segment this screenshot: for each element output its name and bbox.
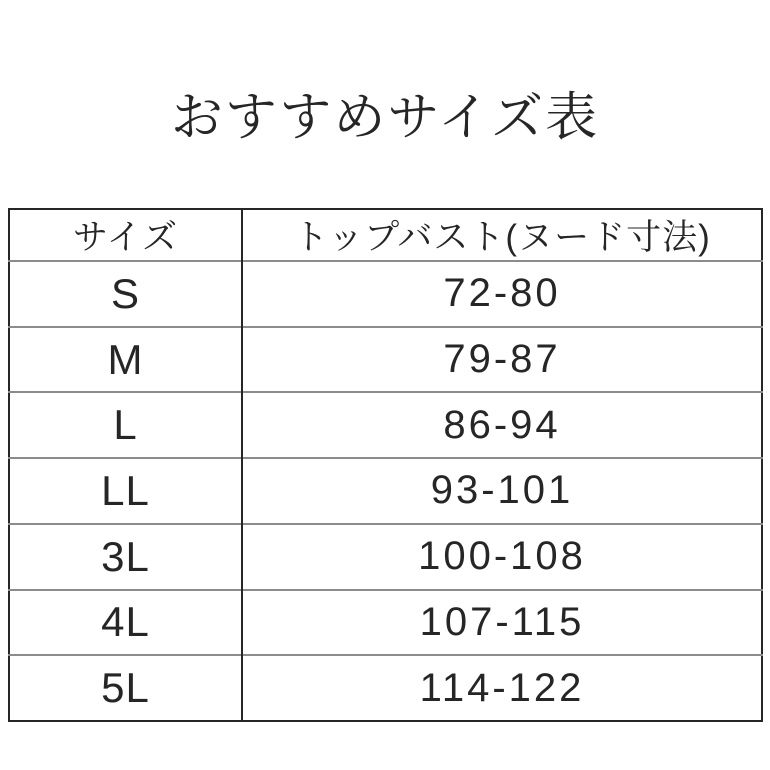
size-cell: LL	[9, 458, 242, 524]
table-row	[9, 458, 762, 524]
size-table-header	[9, 209, 762, 261]
table-row	[9, 261, 762, 327]
table-row	[9, 655, 762, 721]
header-row	[9, 209, 762, 261]
bust-cell: 114-122	[242, 655, 762, 721]
size-cell: 5L	[9, 655, 242, 721]
size-cell: L	[9, 392, 242, 458]
size-cell: 4L	[9, 590, 242, 656]
page-title: おすすめサイズ表	[170, 89, 600, 147]
bust-cell: 93-101	[242, 458, 762, 524]
bust-cell: 72-80	[242, 261, 762, 327]
column-header-size: サイズ	[72, 218, 179, 257]
size-cell: 3L	[9, 524, 242, 590]
size-table	[8, 208, 763, 722]
size-cell: S	[9, 261, 242, 327]
bust-cell: 100-108	[242, 524, 762, 590]
table-row	[9, 392, 762, 458]
table-row	[9, 327, 762, 393]
size-cell: M	[9, 327, 242, 393]
table-row	[9, 524, 762, 590]
table-row	[9, 590, 762, 656]
bust-cell: 86-94	[242, 392, 762, 458]
bust-cell: 107-115	[242, 590, 762, 656]
size-table-body	[9, 261, 762, 721]
column-header-bust: トップバスト(ヌード寸法)	[242, 209, 762, 261]
bust-cell: 79-87	[242, 327, 762, 393]
